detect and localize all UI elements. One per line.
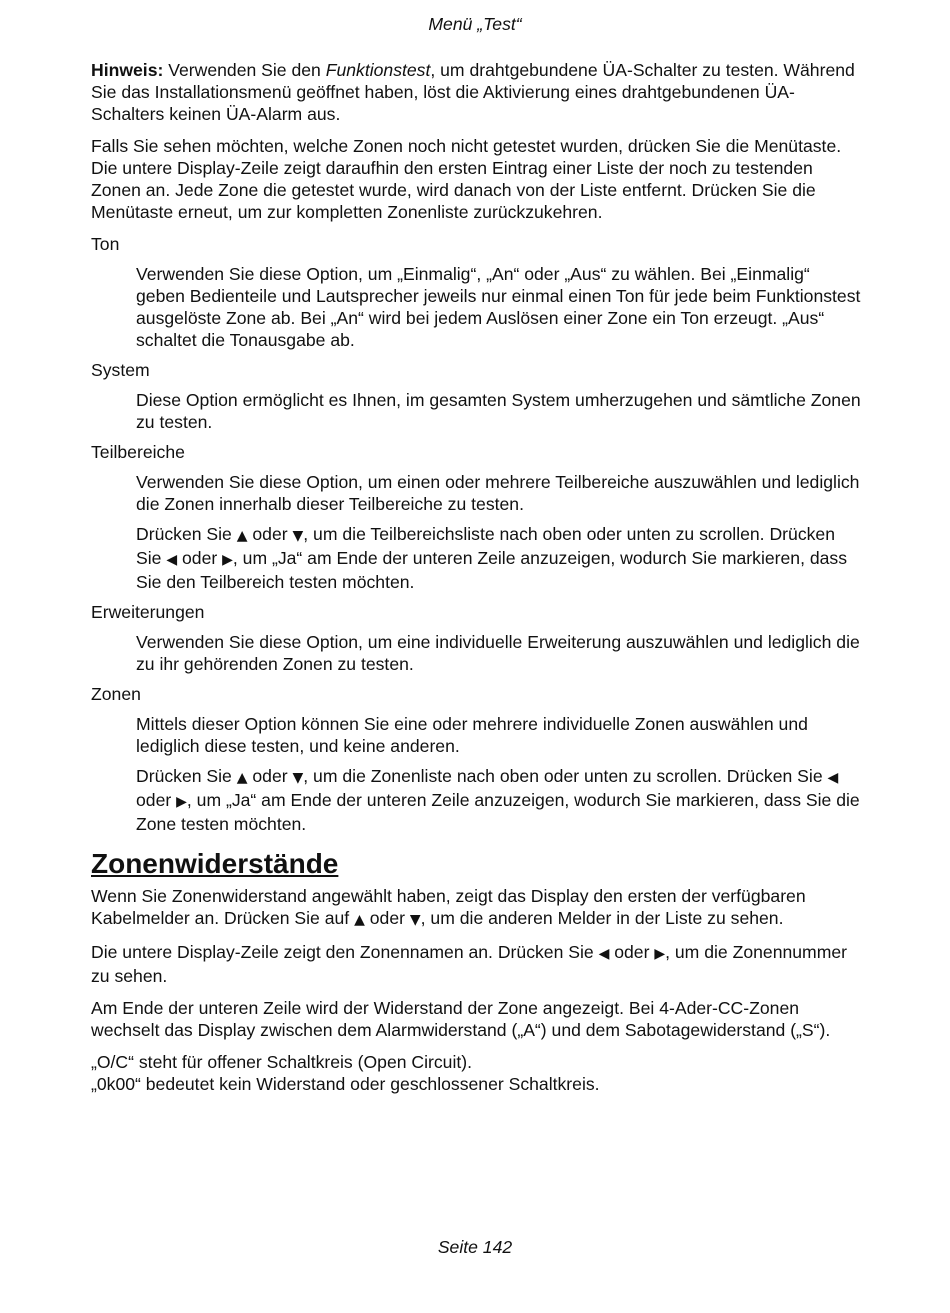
option-teilbereiche-navigation: [136, 523, 863, 593]
option-term-teilbereiche: Teilbereiche: [91, 442, 185, 462]
section-text: „O/C“ steht für offener Schaltkreis (Open Circuit).: [91, 1052, 472, 1072]
section-text: oder: [364, 908, 410, 928]
arrow-left-icon: ◀: [598, 946, 610, 962]
option-desc-erweiterungen: [136, 631, 863, 675]
section-text: „0k00“ bedeutet kein Widerstand oder geschlossener Schaltkreis.: [91, 1074, 600, 1094]
arrow-up-icon: ▲: [236, 528, 248, 544]
note-emphasis: Funktionstest: [325, 60, 431, 80]
arrow-right-icon: ▶: [222, 552, 233, 568]
arrow-down-icon: ▼: [292, 770, 304, 786]
option-term-ton: Ton: [91, 234, 120, 254]
arrow-down-icon: ▼: [409, 912, 421, 928]
page-header: Menü „Test“: [428, 14, 522, 34]
option-desc-erweiterungen-text: Verwenden Sie diese Option, um eine individuelle Erweiterung auszuwählen und lediglich die zu ihr gehörenden Zonen zu testen.: [136, 632, 860, 674]
option-zonen-navigation: [136, 765, 863, 835]
option-term-erweiterungen: Erweiterungen: [91, 602, 205, 622]
section-text: , um die Zonennummer zu sehen.: [91, 942, 848, 986]
note-label: Hinweis:: [91, 60, 164, 80]
arrow-right-icon: ▶: [654, 946, 666, 962]
option-desc-ton-text: Verwenden Sie diese Option, um „Einmalig“, „An“ oder „Aus“ zu wählen. Bei „Einmalig“ geben Bedienteile und Lautsprecher jeweils nur einmal einen Ton für jede beim Funktionstest ausgelöste Zone ab. Bei „An“ wird bei jedem Auslösen einer Zone ein Ton erzeugt. „Aus“ schaltet die Tonausgabe ab.: [136, 264, 861, 350]
nav-text: Drücken Sie: [136, 524, 237, 544]
option-term-system: System: [91, 360, 150, 380]
section-paragraph-3: Am Ende der unteren Zeile wird der Widerstand der Zone angezeigt. Bei 4-Ader-CC-Zonen wechselt das Display zwischen dem Alarmwiderstand („A“) und dem Sabotagewiderstand („S“).: [91, 998, 831, 1040]
nav-text: oder: [136, 790, 177, 810]
nav-text: oder: [247, 524, 293, 544]
nav-text: oder: [177, 548, 223, 568]
arrow-left-icon: ◀: [166, 552, 178, 568]
arrow-up-icon: ▲: [354, 912, 365, 928]
nav-text: oder: [247, 766, 293, 786]
intro-paragraph: Falls Sie sehen möchten, welche Zonen noch nicht getestet wurden, drücken Sie die Menütaste. Die untere Display-Zeile zeigt daraufhin den ersten Eintrag einer Liste der noch zu testenden Zonen an. Jede Zone die getestet wurde, wird danach von der Liste entfernt. Drücken Sie die Menütaste erneut, um zur kompletten Zonenliste zurückzukehren.: [91, 136, 842, 222]
option-term-zonen: Zonen: [91, 684, 141, 704]
page-footer: Seite 142: [437, 1237, 513, 1257]
note-text-2: , um drahtgebundene ÜA-Schalter zu testen. Während Sie das Installationsmenü geöffnet haben, löst die Aktivierung eines drahtgebundenen ÜA-Schalters keinen ÜA-Alarm aus.: [91, 60, 855, 124]
arrow-left-icon: ◀: [827, 770, 839, 786]
section-paragraph-1: [91, 885, 863, 931]
page-content: [91, 59, 863, 1105]
arrow-down-icon: ▼: [292, 528, 304, 544]
nav-text: , um „Ja“ am Ende der unteren Zeile anzuzeigen, wodurch Sie markieren, dass Sie die Zone testen möchten.: [136, 790, 860, 834]
option-desc-system-text: Diese Option ermöglicht es Ihnen, im gesamten System umherzugehen und sämtliche Zonen zu testen.: [136, 390, 861, 432]
option-desc-ton: [136, 263, 863, 351]
section-text: Wenn Sie Zonenwiderstand angewählt haben, zeigt das Display den ersten der verfügbaren Kabelmelder an. Drücken Sie auf: [91, 886, 806, 928]
section-paragraph-2: [91, 941, 863, 987]
nav-text: , um die Teilbereichsliste nach oben oder unten zu scrollen. Drücken Sie: [136, 524, 835, 568]
option-desc-zonen-text: Mittels dieser Option können Sie eine oder mehrere individuelle Zonen auswählen und lediglich diese testen, und keine anderen.: [136, 714, 808, 756]
option-desc-system: [136, 389, 863, 433]
option-desc-zonen: [136, 713, 863, 835]
section-text: oder: [609, 942, 655, 962]
note-paragraph: [91, 59, 863, 125]
option-desc-teilbereiche: [136, 471, 863, 593]
note-text-1: Verwenden Sie den: [163, 60, 326, 80]
arrow-right-icon: ▶: [176, 794, 187, 810]
section-text: , um die anderen Melder in der Liste zu sehen.: [420, 908, 784, 928]
section-heading: Zonenwiderstände: [91, 848, 339, 879]
nav-text: , um „Ja“ am Ende der unteren Zeile anzuzeigen, wodurch Sie markieren, dass Sie den Teilbereich testen möchten.: [136, 548, 848, 592]
section-text: Die untere Display-Zeile zeigt den Zonennamen an. Drücken Sie: [91, 942, 599, 962]
nav-text: Drücken Sie: [136, 766, 237, 786]
arrow-up-icon: ▲: [236, 770, 248, 786]
option-desc-teilbereiche-text: Verwenden Sie diese Option, um einen oder mehrere Teilbereiche auszuwählen und lediglich die Zonen innerhalb dieser Teilbereiche zu testen.: [136, 472, 860, 514]
section-paragraph-4: [91, 1051, 863, 1095]
nav-text: , um die Zonenliste nach oben oder unten zu scrollen. Drücken Sie: [303, 766, 828, 786]
